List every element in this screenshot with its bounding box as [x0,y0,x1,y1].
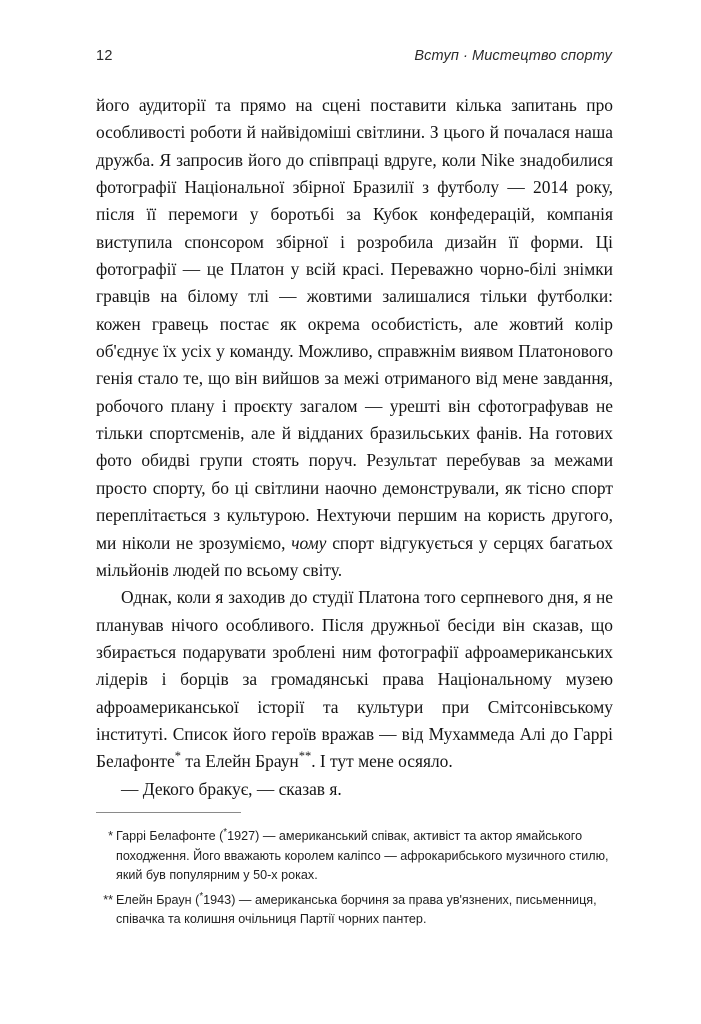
paragraph-text: його аудиторії та прямо на сцені поставити кілька запитань про особливості роботи й найвідоміші світлини. З цього й почалася наша дружба. Я запросив його до співпраці вдруге, коли Nike знадобилися фотографії Національної збірної Бразилії з футболу — 2014 року, після її перемоги у боротьбі за Кубок конфедерацій, компанія виступила спонсором збірної і розробила дизайн її форми. Ці фотографії — це Платон у всій красі. Переважно чорно-білі знімки гравців на білому тлі — жовтими залишалися тільки футболки: кожен гравець постає як окрема особистість, але жовтий колір об'єднує їх усіх у команду. Можливо, справжнім виявом Платонового генія стало те, що він вийшов за межі отриманого від мене завдання, робочого плану і проєкту загалом — урешті він сфотографував не тільки спортсменів, але й відданих бразильських фанів. На готових фото обидві групи стоять поруч. Результат перебував за межами просто спорту, бо ці світлини наочно демонстрували, як тісно спорт переплітається з культурою. Нехтуючи першим на користь другого, ми ніколи не зрозуміємо, [96,95,613,553]
running-head-section: Вступ [414,48,459,64]
footnote-reference-marker[interactable]: * [174,749,181,764]
paragraph-text: Однак, коли я заходив до студії Платона того серпневого дня, я не планував нічого особливого. Після дружньої бесіди він сказав, що збирається подарувати зроблені ним фотографії афроамериканських лідерів і борців за громадянські права Національному музею афроамериканської історії та культури при Смітсонівському інституті. Список його героїв вражав — від Мухаммеда Алі до Гаррі Белафонте [96,587,613,772]
body-paragraph [96,92,613,584]
body-text [96,92,613,803]
footnote-description: ) — американський співак, активіст та актор ямайського походження. Його вважають королем каліпсо — афрокарибського музичного стилю, який був популярним у 50-х роках. [116,829,609,883]
footnote-reference-marker[interactable]: ** [298,749,312,764]
paragraph-text: та Елейн Браун [180,751,299,772]
footnote [96,827,616,886]
running-head-separator: · [463,48,468,64]
footnote-subject-name: Гаррі Белафонте ( [116,829,224,843]
footnote-text [116,827,616,886]
emphasised-text: чому [291,532,327,553]
paragraph-text: . І тут мене осяяло. [311,751,453,772]
footnote-separator-rule [96,812,241,813]
running-head-title [414,48,612,64]
footnote-description: ) — американська борчиня за права ув'язнених, письменниця, співачка та колишня очільниця Партії чорних пантер. [116,892,597,927]
body-paragraph [96,776,613,803]
footnote-birth-year: 1943 [203,892,232,907]
footnote-marker[interactable]: * [108,829,113,843]
paragraph-text: — Декого бракує, — сказав я. [121,778,342,799]
body-paragraph [96,584,613,775]
footnote-marker[interactable]: ** [103,892,113,907]
footnotes-section [96,812,616,935]
birth-asterisk-icon: * [223,826,228,838]
footnote-subject-name: Елейн Браун ( [116,892,200,907]
page-number: 12 [96,48,113,64]
running-head-book-title: Мистецтво спорту [471,48,612,64]
footnote-text [116,891,616,930]
paragraph-text: спорт відгукується у серцях багатьох мільйонів людей по всьому світу. [96,532,613,580]
running-head [96,48,612,70]
footnote-birth-year: 1927 [227,829,256,843]
footnote [96,891,616,930]
birth-asterisk-icon: * [199,890,204,902]
